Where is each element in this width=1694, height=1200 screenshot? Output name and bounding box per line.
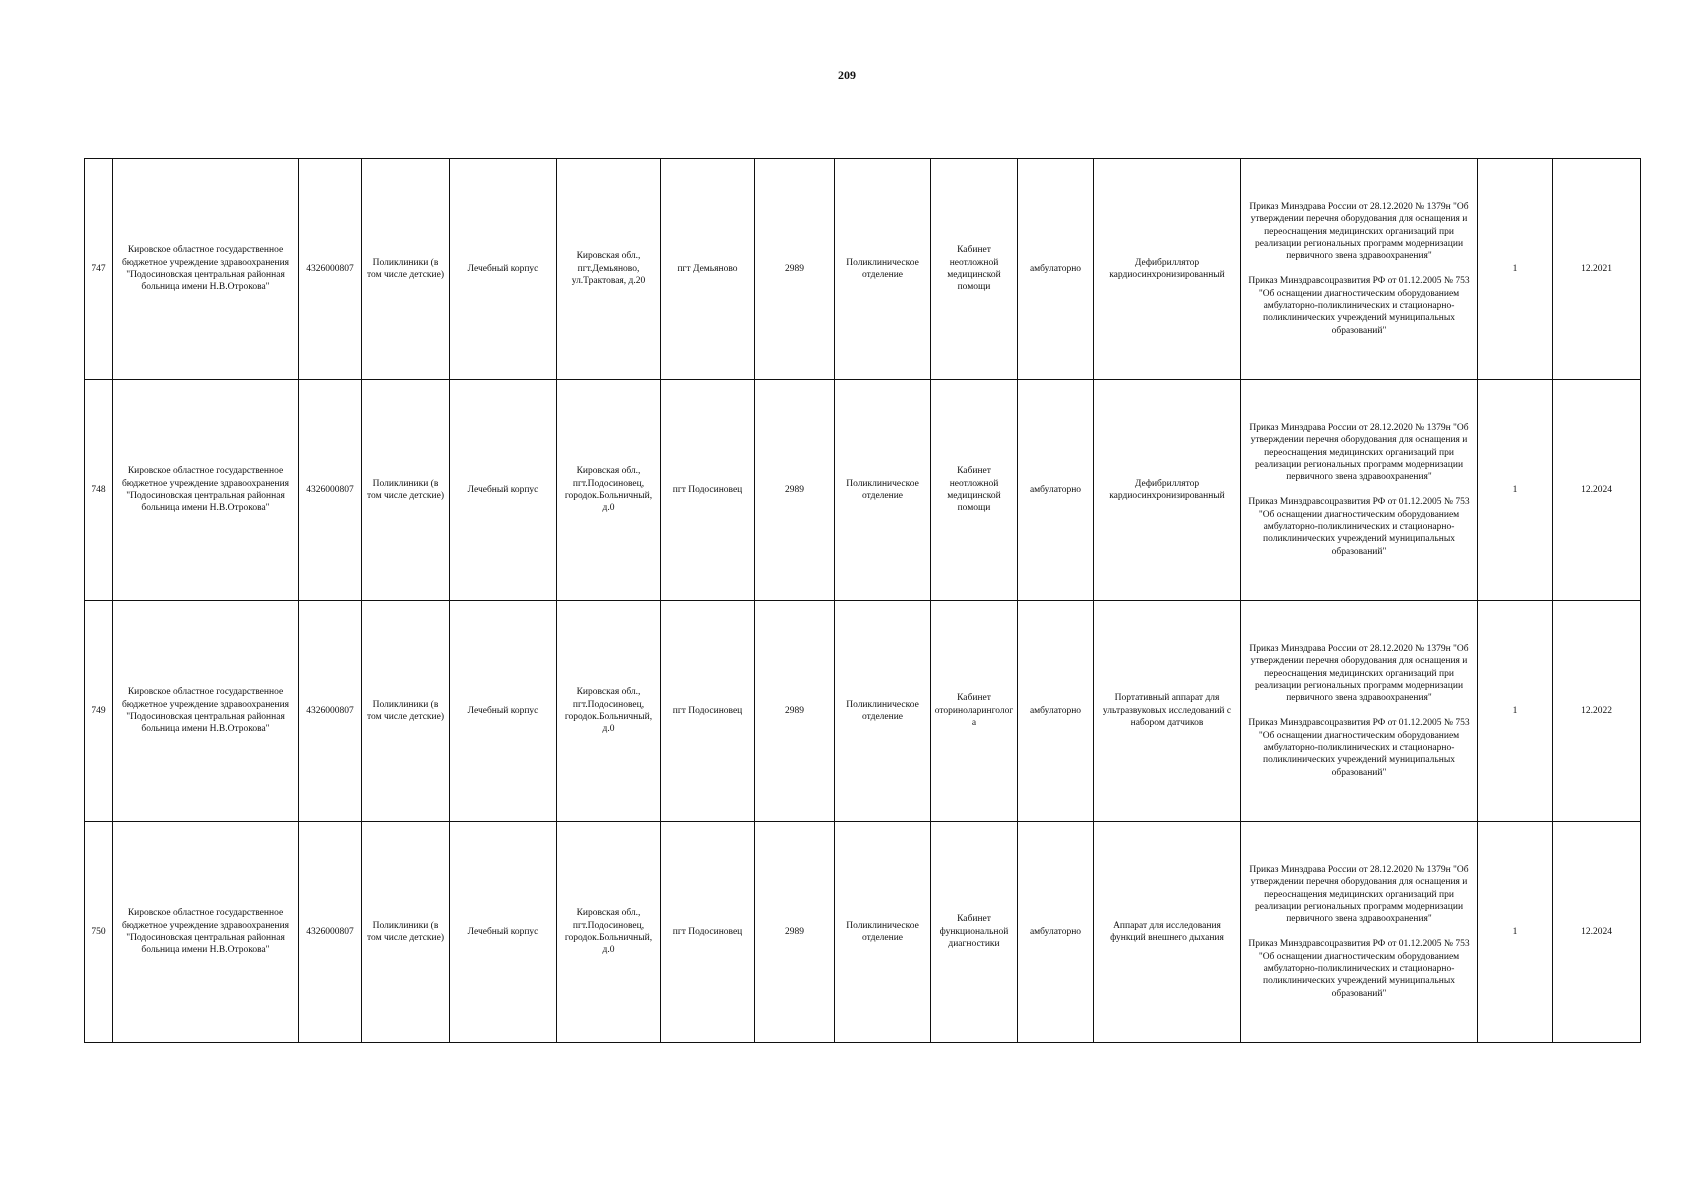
quantity: 1 xyxy=(1478,601,1553,822)
building: Лечебный корпус xyxy=(450,822,557,1043)
organization-name: Кировское областное государственное бюджетное учреждение здравоохранения "Подосиновская центральная районная больница имени Н.В.Отрокова" xyxy=(113,159,299,380)
equipment: Портативный аппарат для ультразвуковых исследований с набором датчиков xyxy=(1094,601,1241,822)
equipment: Аппарат для исследования функций внешнего дыхания xyxy=(1094,822,1241,1043)
date: 12.2021 xyxy=(1553,159,1641,380)
inn: 4326000807 xyxy=(299,159,362,380)
date: 12.2024 xyxy=(1553,380,1641,601)
facility-type: Поликлиники (в том числе детские) xyxy=(362,380,450,601)
care-mode: амбулаторно xyxy=(1018,822,1094,1043)
regulation-1: Приказ Минздрава России от 28.12.2020 № 1379н "Об утверждении перечня оборудования для оснащения и переоснащения медицинских организаций при реализации региональных программ модернизации первичного звена здравоохранения" xyxy=(1249,865,1469,925)
room: Кабинет оториноларинголога xyxy=(931,601,1018,822)
row-number: 749 xyxy=(85,601,113,822)
address: Кировская обл., пгт.Подосиновец, городок.Больничный, д.0 xyxy=(557,601,661,822)
care-mode: амбулаторно xyxy=(1018,601,1094,822)
table-row xyxy=(85,159,1641,380)
code: 2989 xyxy=(755,822,835,1043)
page-number: 209 xyxy=(838,68,856,82)
date: 12.2022 xyxy=(1553,601,1641,822)
building: Лечебный корпус xyxy=(450,159,557,380)
inn: 4326000807 xyxy=(299,601,362,822)
facility-type: Поликлиники (в том числе детские) xyxy=(362,601,450,822)
row-number: 750 xyxy=(85,822,113,1043)
regulation-2: Приказ Минздравсоцразвития РФ от 01.12.2005 № 753 "Об оснащении диагностическим оборудованием амбулаторно-поликлинических и стационарно-поликлинических учреждений муниципальных образований" xyxy=(1248,276,1470,336)
regulation xyxy=(1241,380,1478,601)
building: Лечебный корпус xyxy=(450,601,557,822)
inn: 4326000807 xyxy=(299,822,362,1043)
room: Кабинет неотложной медицинской помощи xyxy=(931,380,1018,601)
quantity: 1 xyxy=(1478,159,1553,380)
quantity: 1 xyxy=(1478,822,1553,1043)
equipment: Дефибриллятор кардиосинхронизированный xyxy=(1094,380,1241,601)
care-mode: амбулаторно xyxy=(1018,380,1094,601)
regulation-1: Приказ Минздрава России от 28.12.2020 № 1379н "Об утверждении перечня оборудования для оснащения и переоснащения медицинских организаций при реализации региональных программ модернизации первичного звена здравоохранения" xyxy=(1249,202,1469,262)
facility-type: Поликлиники (в том числе детские) xyxy=(362,822,450,1043)
department: Поликлиническое отделение xyxy=(835,159,931,380)
date: 12.2024 xyxy=(1553,822,1641,1043)
regulation-2: Приказ Минздравсоцразвития РФ от 01.12.2005 № 753 "Об оснащении диагностическим оборудованием амбулаторно-поликлинических и стационарно-поликлинических учреждений муниципальных образований" xyxy=(1248,718,1470,778)
facility-type: Поликлиники (в том числе детские) xyxy=(362,159,450,380)
regulation xyxy=(1241,822,1478,1043)
equipment: Дефибриллятор кардиосинхронизированный xyxy=(1094,159,1241,380)
regulation-1: Приказ Минздрава России от 28.12.2020 № 1379н "Об утверждении перечня оборудования для оснащения и переоснащения медицинских организаций при реализации региональных программ модернизации первичного звена здравоохранения" xyxy=(1249,423,1469,483)
regulation-2: Приказ Минздравсоцразвития РФ от 01.12.2005 № 753 "Об оснащении диагностическим оборудованием амбулаторно-поликлинических и стационарно-поликлинических учреждений муниципальных образований" xyxy=(1248,939,1470,999)
locality: пгт Подосиновец xyxy=(661,822,755,1043)
department: Поликлиническое отделение xyxy=(835,601,931,822)
equipment-table xyxy=(84,158,1641,1043)
regulation-2: Приказ Минздравсоцразвития РФ от 01.12.2005 № 753 "Об оснащении диагностическим оборудованием амбулаторно-поликлинических и стационарно-поликлинических учреждений муниципальных образований" xyxy=(1248,497,1470,557)
organization-name: Кировское областное государственное бюджетное учреждение здравоохранения "Подосиновская центральная районная больница имени Н.В.Отрокова" xyxy=(113,380,299,601)
room: Кабинет функциональной диагностики xyxy=(931,822,1018,1043)
address: Кировская обл., пгт.Подосиновец, городок.Больничный, д.0 xyxy=(557,822,661,1043)
table-row xyxy=(85,601,1641,822)
regulation-1: Приказ Минздрава России от 28.12.2020 № 1379н "Об утверждении перечня оборудования для оснащения и переоснащения медицинских организаций при реализации региональных программ модернизации первичного звена здравоохранения" xyxy=(1249,644,1469,704)
table-row xyxy=(85,822,1641,1043)
organization-name: Кировское областное государственное бюджетное учреждение здравоохранения "Подосиновская центральная районная больница имени Н.В.Отрокова" xyxy=(113,601,299,822)
table-row xyxy=(85,380,1641,601)
room: Кабинет неотложной медицинской помощи xyxy=(931,159,1018,380)
locality: пгт Подосиновец xyxy=(661,601,755,822)
locality: пгт Подосиновец xyxy=(661,380,755,601)
department: Поликлиническое отделение xyxy=(835,380,931,601)
code: 2989 xyxy=(755,601,835,822)
quantity: 1 xyxy=(1478,380,1553,601)
regulation xyxy=(1241,601,1478,822)
department: Поликлиническое отделение xyxy=(835,822,931,1043)
row-number: 747 xyxy=(85,159,113,380)
building: Лечебный корпус xyxy=(450,380,557,601)
code: 2989 xyxy=(755,159,835,380)
care-mode: амбулаторно xyxy=(1018,159,1094,380)
address: Кировская обл., пгт.Подосиновец, городок.Больничный, д.0 xyxy=(557,380,661,601)
regulation xyxy=(1241,159,1478,380)
address: Кировская обл., пгт.Демьяново, ул.Трактовая, д.20 xyxy=(557,159,661,380)
organization-name: Кировское областное государственное бюджетное учреждение здравоохранения "Подосиновская центральная районная больница имени Н.В.Отрокова" xyxy=(113,822,299,1043)
locality: пгт Демьяново xyxy=(661,159,755,380)
row-number: 748 xyxy=(85,380,113,601)
code: 2989 xyxy=(755,380,835,601)
inn: 4326000807 xyxy=(299,380,362,601)
